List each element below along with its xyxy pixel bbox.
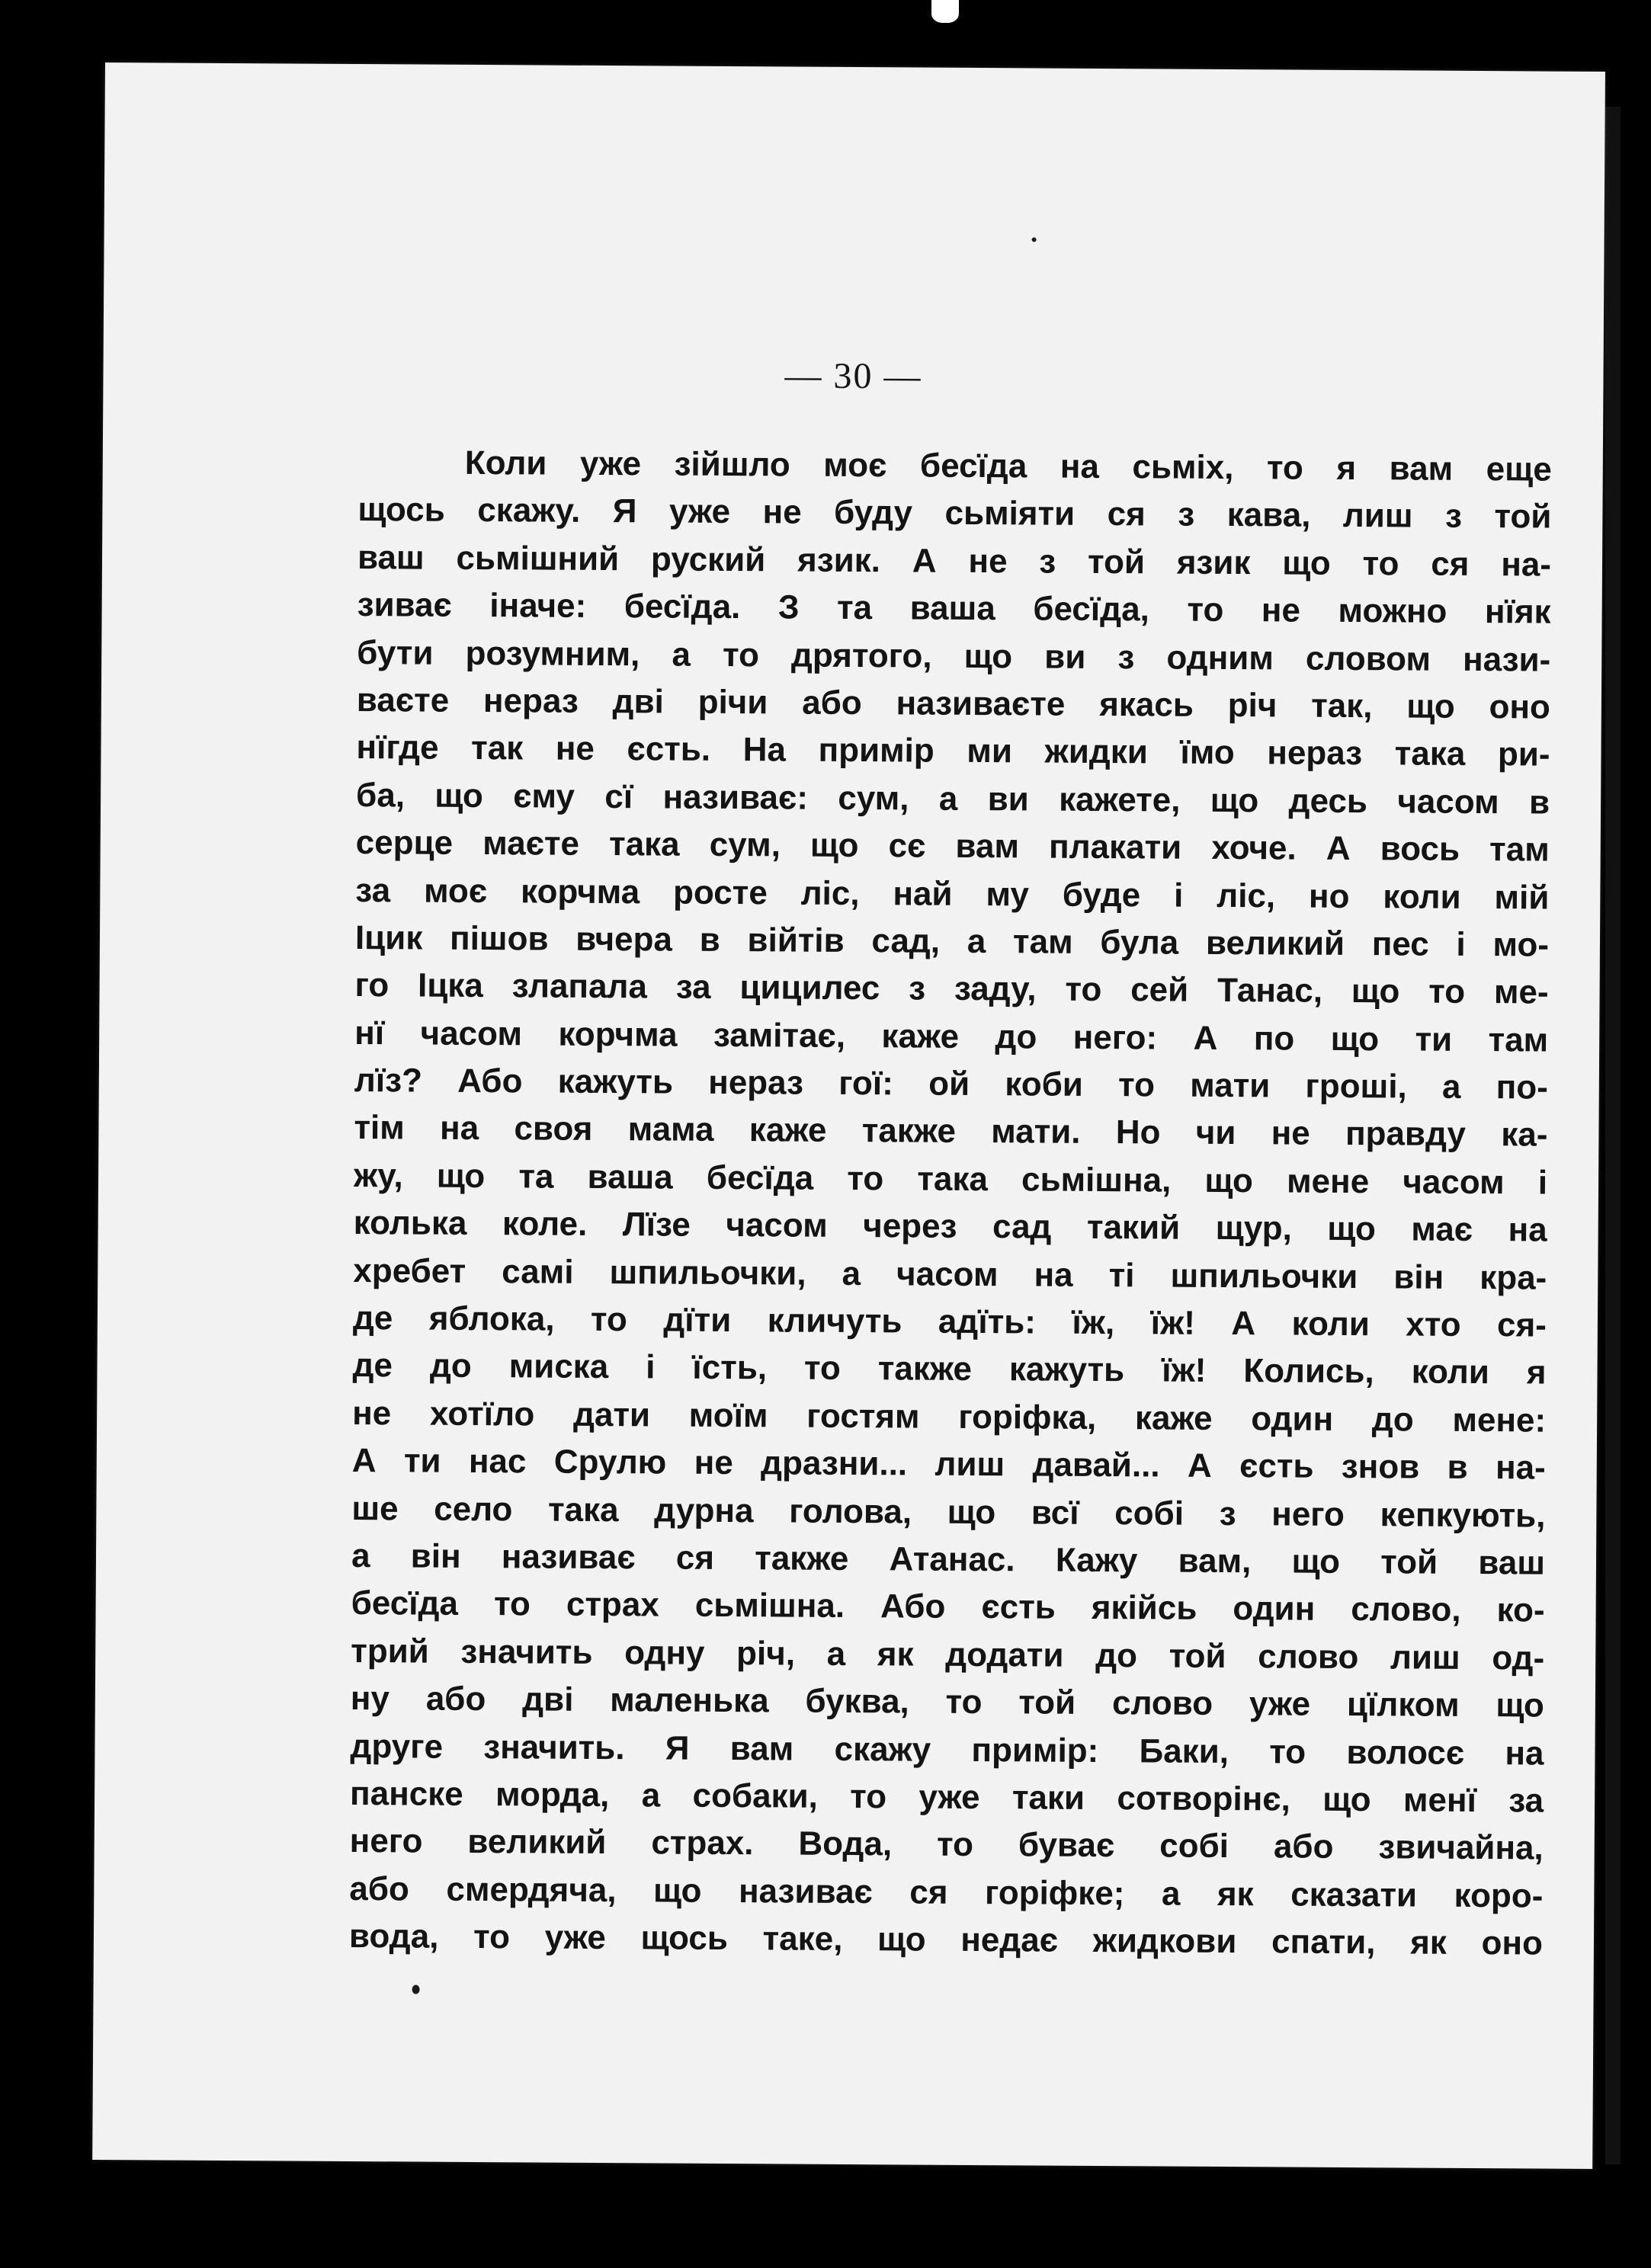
ink-speck (412, 1985, 420, 1994)
text-line: ваєте нераз дві річи або називаєте якась річ так, що оно (356, 681, 1551, 726)
page-sheet (92, 62, 1605, 2169)
text-line: а він називає ся также Атанас. Кажу вам, що той ваш (351, 1536, 1546, 1582)
ink-speck (1032, 237, 1037, 242)
text-line: колька коле. Лїзе часом через сад такий щур, що має на (353, 1204, 1547, 1249)
text-line: за моє корчма росте ліс, най му буде і ліс, но коли мій (355, 871, 1550, 917)
text-line: Іцик пішов вчера в війтів сад, а там була великий пес і мо- (354, 918, 1550, 964)
text-line: зиває іначе: бесїда. З та ваша бесїда, то не можно нїяк (357, 586, 1551, 631)
text-line: Коли уже зійшло моє бесїда на сьміх, то я вам еще (464, 444, 1552, 489)
text-line: А ти нас Срулю не дразни... лиш давай... А єсть знов в на- (351, 1442, 1546, 1487)
text-line: або смердяча, що називає ся горіфке; а як сказати коро- (349, 1869, 1544, 1915)
text-line: нї часом корчма замітає, каже до него: А по що ти там (354, 1014, 1549, 1059)
text-line: де яблока, то дїти кличуть адїть: їж, їж! А коли хто ся- (352, 1299, 1547, 1344)
text-line: де до миска і їсть, то также кажуть їж! Колись, коли я (352, 1347, 1547, 1392)
text-line: ше село така дурна голова, що всї собі з него кепкують, (351, 1489, 1546, 1535)
text-line: трий значить одну річ, а як додати до той слово лиш од- (351, 1632, 1545, 1677)
text-line: панске морда, а собаки, то уже таки сотворінє, що менї за (349, 1774, 1544, 1820)
text-line: лїз? Або кажуть нераз гої: ой коби то мати гроші, а по- (354, 1062, 1548, 1107)
text-line: жу, що та ваша бесїда то така сьмішна, що мене часом і (353, 1156, 1548, 1202)
body-text (349, 439, 1552, 1968)
text-line: бесїда то страх сьмішна. Або єсть якійсь один слово, ко- (351, 1584, 1545, 1629)
text-line: тім на своя мама каже также мати. Но чи не правду ка- (354, 1109, 1548, 1155)
text-line: щось скажу. Я уже не буду сьміяти ся з кава, лиш з той (357, 491, 1552, 536)
text-line: вода, то уже щось таке, що недає жидкови спати, як оно (348, 1917, 1544, 1962)
text-line: го Іцка злапала за цицилес з заду, то сей Танас, що то ме- (354, 966, 1549, 1011)
text-line: друге значить. Я вам скажу примір: Баки, то волосє на (350, 1727, 1544, 1773)
text-line: серце маєте така сум, що сє вам плакати хоче. А вось там (355, 824, 1550, 869)
scan-mark (931, 0, 959, 23)
text-line: не хотїло дати моїм гостям горіфка, каже один до мене: (352, 1394, 1547, 1440)
text-line: ба, що єму сї називає: сум, а ви кажете, що десь часом в (355, 776, 1550, 822)
text-line: хребет самі шпильочки, а часом на ті шпильочки він кра- (353, 1251, 1547, 1297)
text-line: бути розумним, а то дрятого, що ви з одним словом нази- (357, 633, 1551, 679)
text-line: ваш сьмішний руский язик. А не з той язик що то ся на- (357, 538, 1552, 584)
text-line: него великий страх. Вода, то буває собі або звичайна, (349, 1822, 1544, 1867)
text-line: нїгде так не єсть. На примір ми жидки їмо нераз така ри- (356, 729, 1550, 774)
page-edge (1605, 107, 1621, 2164)
page-number: — 30 — (784, 355, 922, 397)
text-line: ну або дві маленька буква, то той слово уже цїлком що (350, 1680, 1545, 1725)
